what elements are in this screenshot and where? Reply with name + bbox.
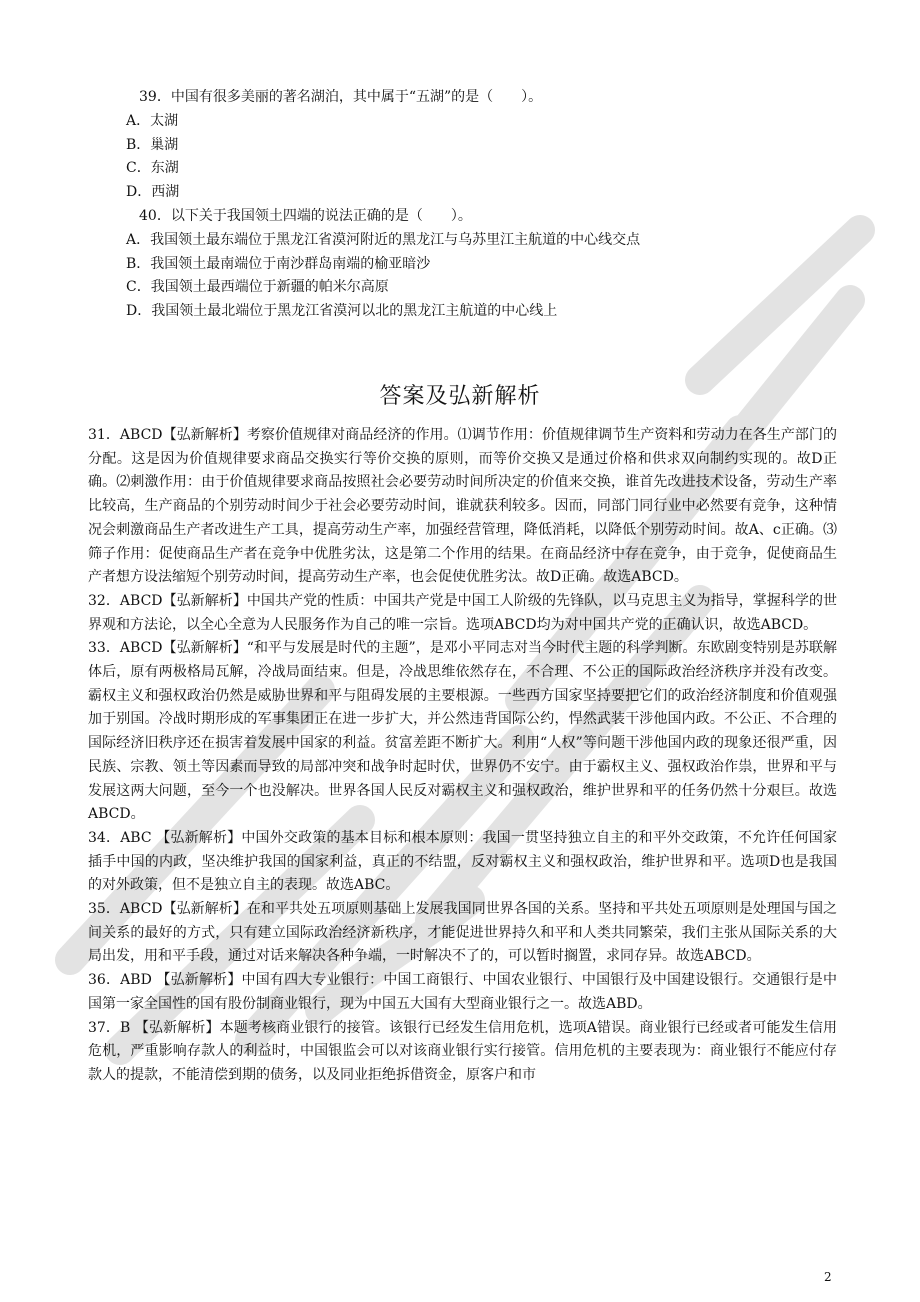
answer-35: 35．ABCD【弘新解析】在和平共处五项原则基础上发展我国同世界各国的关系。坚持和平共处五项原则是处理国与国之间关系的最好的方式，只有建立国际政治经济新秩序，才能促进世界持久和平和人类共同繁荣，我们主张从国际关系的大局出发，用和平手段，通过对话来解决各种争端，一时解决不了的，可以暂时搁置，求同存异。故选ABCD。 xyxy=(88,901,837,965)
answer-32: 32．ABCD【弘新解析】中国共产党的性质：中国共产党是中国工人阶级的先锋队，以马克思主义为指导，掌握科学的世界观和方法论，以全心全意为人民服务作为自己的唯一宗旨。选项ABCD均为对中国共产党的正确认识，故选ABCD。 xyxy=(88,592,837,633)
answer-34: 34．ABC 【弘新解析】中国外交政策的基本目标和根本原则：我国一贯坚持独立自主的和平外交政策，不允许任何国家插手中国的内政，坚决维护我国的国家利益，真正的不结盟，反对霸权主义和强权政治，维护世界和平。选项D也是我国的对外政策，但不是独立自主的表现。故选ABC。 xyxy=(88,829,837,894)
question-39-option-b: B．巢湖 xyxy=(126,136,179,153)
question-40-option-a: A．我国领土最东端位于黑龙江省漠河附近的黑龙江与乌苏里江主航道的中心线交点 xyxy=(126,231,641,248)
question-block xyxy=(126,86,846,324)
answer-37: 37．B 【弘新解析】本题考核商业银行的接管。该银行已经发生信用危机，选项A错误。商业银行已经或者可能发生信用危机，严重影响存款人的利益时，中国银监会可以对该商业银行实行接管。信用危机的主要表现为：商业银行不能应付存款人的提款，不能清偿到期的债务，以及同业拒绝拆借资金，原客户和市 xyxy=(88,1019,837,1083)
question-40-stem: 40．以下关于我国领土四端的说法正确的是（ ）。 xyxy=(139,207,472,224)
question-39-stem: 39．中国有很多美丽的著名湖泊，其中属于“五湖”的是（ ）。 xyxy=(139,89,543,105)
answer-33: 33．ABCD【弘新解析】“和平与发展是时代的主题”，是邓小平同志对当今时代主题的科学判断。东欧剧变特别是苏联解体后，原有两极格局瓦解，冷战局面结束。但是，冷战思维依然存在，不合理、不公正的国际政治经济秩序并没有改变。霸权主义和强权政治仍然是威胁世界和平与阻碍发展的主要根源。一些西方国家坚持要把它们的政治经济制度和价值观强加于别国。冷战时期形成的军事集团正在进一步扩大，并公然违背国际公约，悍然武装干涉他国内政。不公正、不合理的国际经济旧秩序还在损害着发展中国家的利益。贫富差距不断扩大。利用“人权”等问题干涉他国内政的现象还很严重，因民族、宗教、领土等因素而导致的局部冲突和战争时起时伏，世界仍不安宁。由于霸权主义、强权政治作祟，世界和平与发展这两大问题，至今一个也没解决。世界各国人民反对霸权主义和强权政治，维护世界和平的任务仍然十分艰巨。故选ABCD。 xyxy=(88,640,837,823)
question-39-option-c: C．东湖 xyxy=(126,160,179,177)
answer-36: 36．ABD 【弘新解析】中国有四大专业银行：中国工商银行、中国农业银行、中国银行及中国建设银行。交通银行是中国第一家全国性的国有股份制商业银行，现为中国五大国有大型商业银行之一。故选ABD。 xyxy=(88,972,837,1012)
question-40-option-c: C．我国领土最西端位于新疆的帕米尔高原 xyxy=(126,279,389,296)
question-39-option-a: A．太湖 xyxy=(126,112,179,129)
question-40-option-d: D．我国领土最北端位于黑龙江省漠河以北的黑龙江主航道的中心线上 xyxy=(126,303,558,320)
page-number: 2 xyxy=(824,1270,832,1284)
question-40-option-b: B．我国领土最南端位于南沙群岛南端的榆亚暗沙 xyxy=(126,255,431,272)
question-39-option-d: D．西湖 xyxy=(126,184,180,201)
answers-heading: 答案及弘新解析 xyxy=(379,384,541,409)
answer-31: 31．ABCD【弘新解析】考察价值规律对商品经济的作用。⑴调节作用：价值规律调节生产资料和劳动力在各生产部门的分配。这是因为价值规律要求商品交换实行等价交换的原则，而等价交换又是通过价格和供求双向制约实现的。故D正确。⑵刺激作用：由于价值规律要求商品按照社会必要劳动时间所决定的价值来交换，谁首先改进技术设备，劳动生产率比较高，生产商品的个别劳动时间少于社会必要劳动时间，谁就获利较多。因而，同部门同行业中必然要有竞争，这种情况会刺激商品生产者改进生产工具，提高劳动生产率，加强经营管理，降低消耗，以降低个别劳动时间。故A、c正确。⑶筛子作用：促使商品生产者在竞争中优胜劣汰，这是第二个作用的结果。在商品经济中存在竞争，由于竞争，促使商品生产者想方设法缩短个别劳动时间，提高劳动生产率，也会促使优胜劣汰。故D正确。故选ABCD。 xyxy=(88,427,837,586)
answers-section xyxy=(88,424,837,1088)
